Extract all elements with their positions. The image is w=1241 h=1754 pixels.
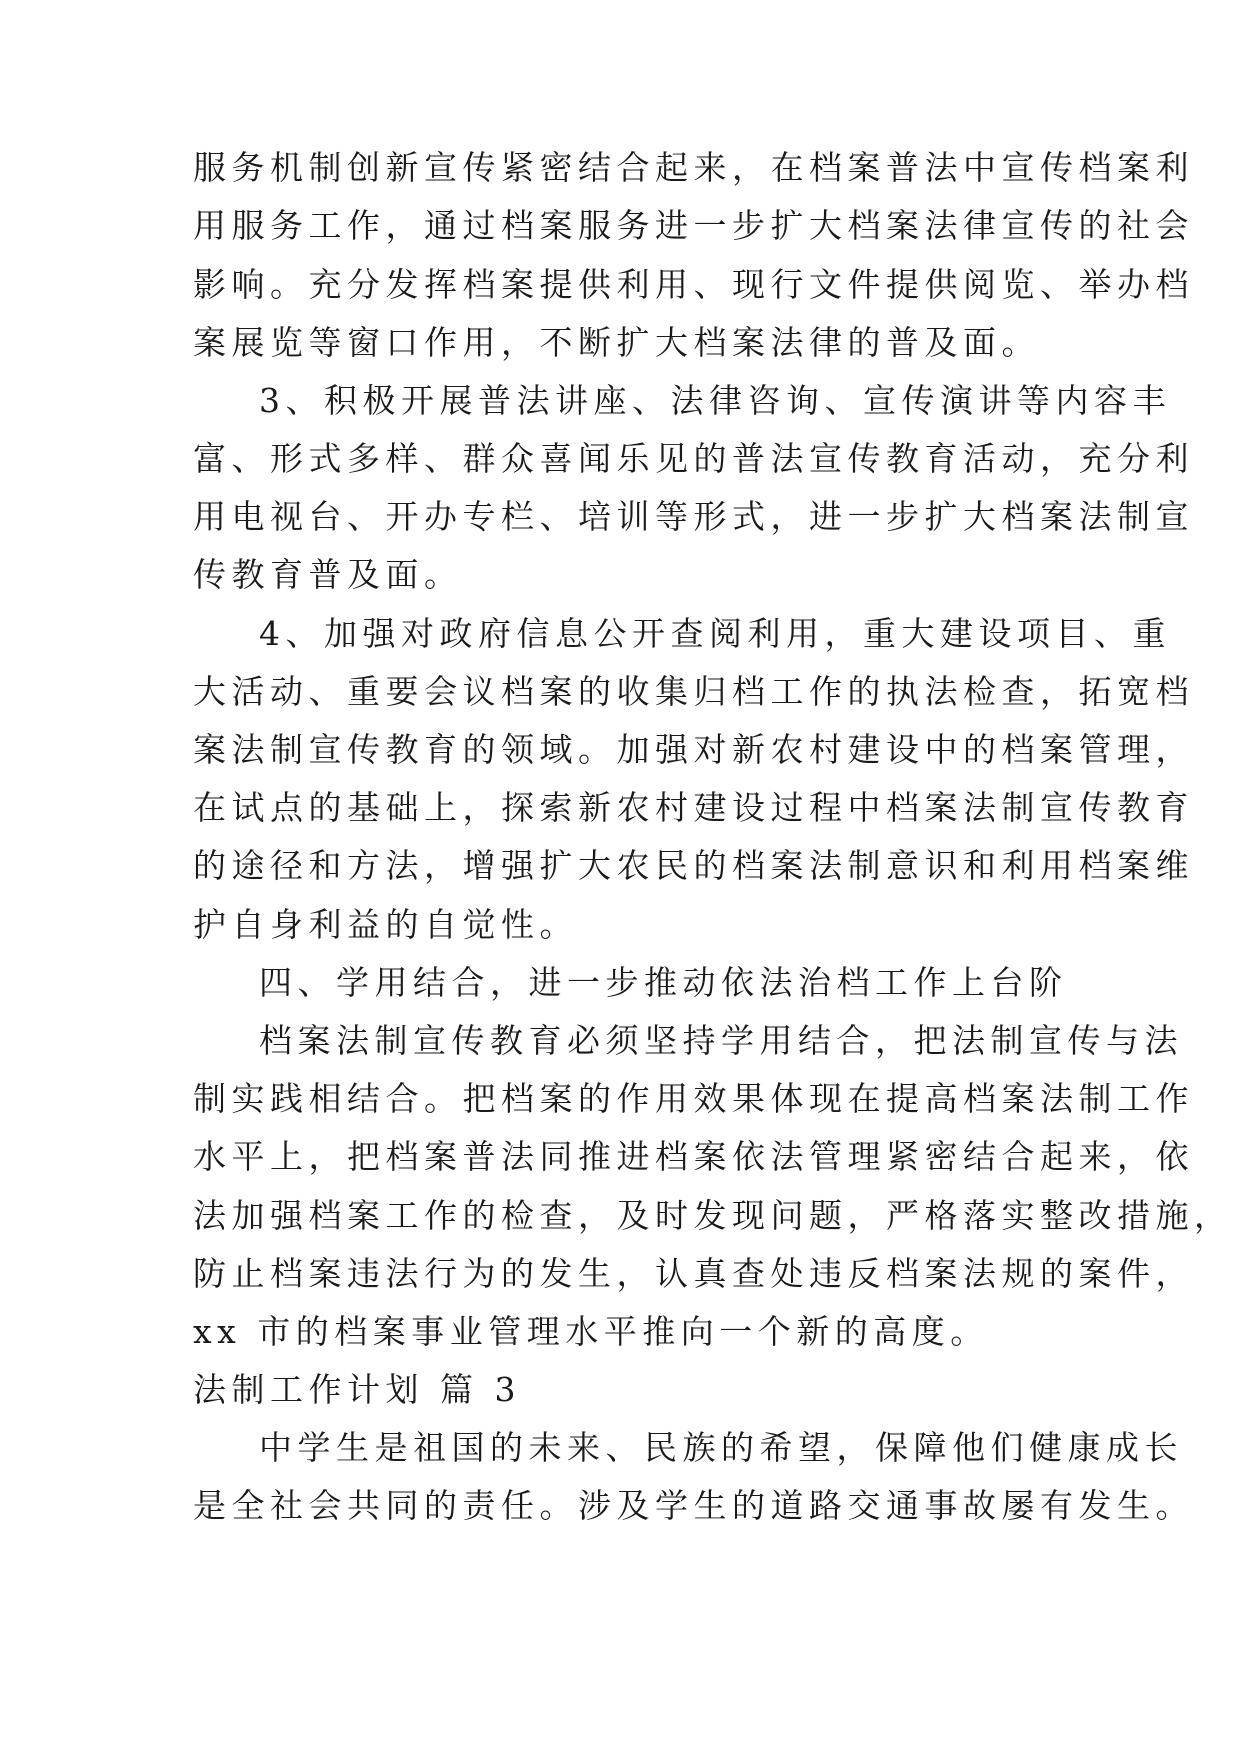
paragraph-line: 影响。充分发挥档案提供利用、现行文件提供阅览、举办档 (193, 265, 1194, 304)
paragraph-line: 制实践相结合。把档案的作用效果体现在提高档案法制工作 (193, 1079, 1194, 1118)
paragraph-line: 档案法制宣传教育必须坚持学用结合，把法制宣传与法 (259, 1021, 1183, 1060)
paragraph-line: 富、形式多样、群众喜闻乐见的普法宣传教育活动，充分利 (193, 439, 1194, 478)
paragraph-line: 防止档案违法行为的发生，认真查处违反档案法规的案件， (193, 1254, 1194, 1293)
paragraph-line: xx 市的档案事业管理水平推向一个新的高度。 (193, 1312, 989, 1351)
paragraph-line: 的途径和方法，增强扩大农民的档案法制意识和利用档案维 (193, 846, 1194, 885)
paragraph-line: 用服务工作，通过档案服务进一步扩大档案法律宣传的社会 (193, 206, 1194, 245)
paragraph-line: 在试点的基础上，探索新农村建设过程中档案法制宣传教育 (193, 788, 1194, 827)
paragraph-line: 水平上，把档案普法同推进档案依法管理紧密结合起来，依 (193, 1137, 1194, 1176)
paragraph-line: 3、积极开展普法讲座、法律咨询、宣传演讲等内容丰 (259, 381, 1171, 420)
paragraph-line: 4、加强对政府信息公开查阅利用，重大建设项目、重 (259, 614, 1171, 653)
paragraph-line: 护自身利益的自觉性。 (193, 905, 578, 944)
paragraph-line: 服务机制创新宣传紧密结合起来，在档案普法中宣传档案利 (193, 148, 1194, 187)
paragraph-line: 案展览等窗口作用，不断扩大档案法律的普及面。 (193, 323, 1040, 362)
paragraph-line: 案法制宣传教育的领域。加强对新农村建设中的档案管理， (193, 730, 1194, 769)
section-heading: 四、学用结合，进一步推动依法治档工作上台阶 (259, 963, 1068, 1002)
paragraph-line: 传教育普及面。 (193, 555, 463, 594)
plan-heading: 法制工作计划 篇 3 (193, 1370, 521, 1409)
paragraph-line: 用电视台、开办专栏、培训等形式，进一步扩大档案法制宣 (193, 497, 1194, 536)
paragraph-line: 是全社会共同的责任。涉及学生的道路交通事故屡有发生。 (193, 1486, 1194, 1525)
paragraph-line: 中学生是祖国的未来、民族的希望，保障他们健康成长 (259, 1428, 1183, 1467)
paragraph-line: 大活动、重要会议档案的收集归档工作的执法检查，拓宽档 (193, 672, 1194, 711)
paragraph-line: 法加强档案工作的检查，及时发现问题，严格落实整改措施， (193, 1196, 1233, 1235)
